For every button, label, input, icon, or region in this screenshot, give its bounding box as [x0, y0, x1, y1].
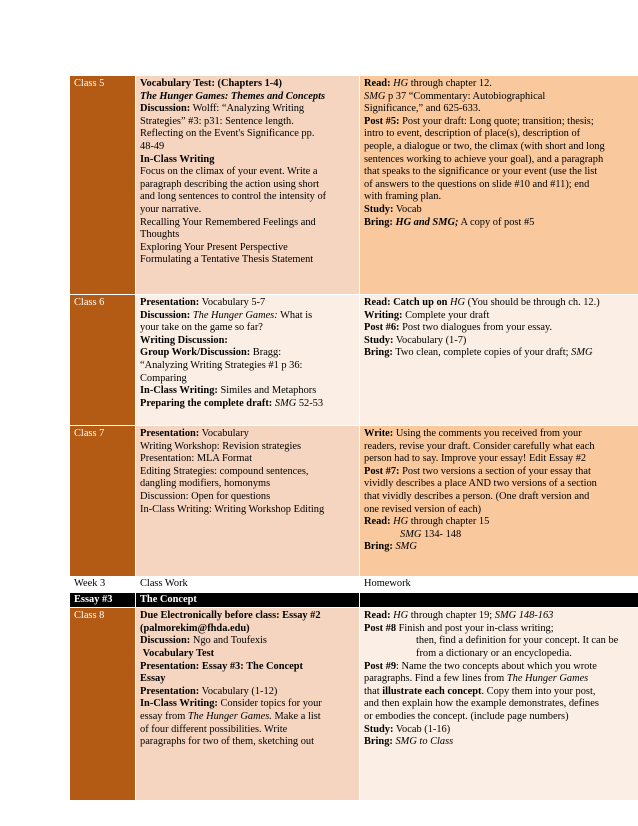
text-span: Finish and post your in-class writing; — [396, 622, 554, 634]
text-span: Bring: — [364, 541, 393, 553]
text-span: Bring: — [364, 216, 393, 228]
text-span: 52-53 — [296, 397, 324, 409]
text-span: Vocabulary Test — [142, 647, 215, 659]
text-line — [140, 103, 355, 116]
text-line — [364, 78, 638, 91]
text-line — [140, 635, 355, 648]
text-line — [364, 610, 638, 623]
text-line — [364, 623, 638, 636]
text-line — [364, 217, 638, 230]
text-span: SMG — [400, 528, 422, 540]
class-label: Class 5 — [70, 76, 136, 295]
text-line — [364, 516, 638, 529]
text-span: Wolff: “Analyzing Writing — [190, 103, 305, 115]
text-line — [364, 204, 638, 217]
text-span: through chapter 15 — [408, 516, 490, 528]
text-span: dangling modifiers, homonyms — [140, 478, 271, 490]
text-span: your narrative. — [140, 203, 202, 215]
text-line — [364, 529, 638, 542]
text-span: Presentation: — [140, 685, 200, 697]
text-span: or embodies the concept. (include page numbers) — [364, 710, 569, 722]
text-span: SMG — [274, 397, 297, 409]
essay-label: Essay #3 — [70, 592, 136, 608]
text-span: Formulating a Tentative Thesis Statement — [140, 254, 314, 266]
text-span: Discussion: Open for questions — [140, 490, 271, 502]
text-span: Significance,” and 625-633. — [364, 103, 481, 115]
text-line — [140, 398, 355, 411]
text-line — [364, 297, 638, 310]
text-span: Vocabulary — [199, 428, 249, 439]
text-span: Essay — [140, 673, 166, 685]
text-span: Presentation: — [140, 297, 200, 308]
text-span: The Hunger Games: Themes and Concepts — [140, 90, 326, 102]
text-line — [140, 347, 355, 360]
text-span: Consider topics for your — [217, 698, 322, 710]
text-span: Strategies” #3: p31: Sentence length. — [140, 115, 294, 127]
text-line — [364, 310, 638, 323]
text-span: Editing Strategies: compound sentences, — [140, 465, 309, 477]
text-span: Using the comments you received from your — [393, 428, 582, 439]
text-span: Read: — [364, 78, 391, 89]
text-line — [364, 428, 638, 441]
text-line — [140, 711, 355, 724]
text-span: Writing Discussion: — [140, 334, 228, 346]
text-line — [364, 686, 638, 699]
table-row-class-8 — [70, 608, 638, 801]
text-span: Group Work/Discussion: — [140, 347, 251, 359]
text-span: through chapter 12. — [408, 78, 492, 89]
text-line — [364, 335, 638, 348]
text-span: vividly describes a place AND two versions of a section — [364, 478, 597, 490]
text-span: one revised version of each) — [364, 503, 482, 515]
text-span: Writing Workshop: Revision strategies — [140, 440, 302, 452]
text-line — [364, 724, 638, 737]
text-span: Read: — [364, 610, 391, 622]
text-line — [364, 322, 638, 335]
essay-title: The Concept — [136, 592, 360, 608]
text-span: Vocabulary 5-7 — [199, 297, 266, 308]
text-span: Thoughts — [140, 229, 180, 241]
text-span: from a dictionary or an encyclopedia. — [416, 647, 572, 659]
text-line — [140, 91, 355, 104]
text-span: HG — [393, 610, 409, 622]
text-span: that — [364, 685, 383, 697]
text-span: (You should be through ch. 12.) — [465, 297, 600, 308]
homework-cell — [360, 76, 638, 295]
text-span: Similes and Metaphors — [217, 385, 317, 397]
text-line — [364, 347, 638, 360]
text-span: The Hunger Games — [506, 673, 589, 685]
text-span: intro to event, description of place(s), description of — [364, 128, 581, 140]
text-span: that speaks to the significance or your event (use the list — [364, 166, 598, 178]
text-span: 134- 148 — [421, 528, 462, 540]
text-span: of four different possibilities. Write — [140, 723, 288, 735]
text-span: SMG 148-163 — [494, 610, 554, 622]
homework-cell — [360, 295, 638, 426]
text-span: of answers to the questions on slide #10 and #11); end — [364, 178, 590, 190]
text-span: In-Class Writing: Writing Workshop Editing — [140, 503, 325, 515]
text-span: with framing plan. — [364, 191, 442, 203]
text-span: people, a dialogue or two, the climax (with short and long — [364, 140, 605, 152]
text-line — [364, 116, 638, 129]
text-span: then, find a definition for your concept. It can be — [416, 635, 619, 647]
text-span: sentences working to achieve your goal), and a paragraph — [364, 153, 604, 165]
text-span: Vocabulary (1-12) — [199, 685, 278, 697]
text-line — [140, 385, 355, 398]
text-span: and then explain how the example demonstrates, defines — [364, 698, 599, 710]
text-span: Read: — [364, 516, 391, 528]
text-span: The Hunger Games. — [187, 710, 272, 722]
text-span: essay from — [140, 710, 188, 722]
text-span: Post #9 — [364, 660, 397, 672]
table-row-class-6 — [70, 295, 638, 426]
class-label: Class 6 — [70, 295, 136, 426]
text-span: : Name the two concepts about which you wrote — [396, 660, 597, 672]
text-span: Read: Catch up on — [364, 297, 448, 308]
text-span: Ngo and Toufexis — [190, 635, 267, 647]
text-span: HG — [393, 516, 409, 528]
text-span: Study: — [364, 334, 394, 346]
text-span: (palmorekim@fhda.edu) — [140, 622, 250, 634]
text-span: Post #8 — [364, 622, 397, 634]
text-span: SMG to Class — [395, 736, 454, 748]
text-span: Preparing the complete draft: — [140, 397, 273, 409]
text-span: Bragg: — [250, 347, 282, 359]
homework-heading: Homework — [360, 577, 638, 593]
class-work-cell — [136, 608, 360, 801]
text-span: The Hunger Games: — [192, 309, 278, 321]
text-span: Recalling Your Remembered Feelings and — [140, 216, 316, 228]
text-span: person had to say. Improve your essay! Edit Essay #2 — [364, 453, 587, 465]
text-line — [364, 736, 638, 749]
class-label: Class 7 — [70, 426, 136, 577]
text-line — [140, 297, 355, 310]
text-span: Post #7: — [364, 465, 400, 477]
text-span: . Copy them into your post, — [481, 685, 596, 697]
text-span: Due Electronically before class: Essay #2 — [140, 610, 321, 622]
text-span: “Analyzing Writing Strategies #1 p 36: — [140, 359, 303, 371]
text-span: Discussion: — [140, 309, 191, 321]
text-span: Bring: — [364, 347, 393, 359]
text-span: Vocab — [393, 203, 422, 215]
text-span: SMG — [364, 90, 386, 102]
text-span: Bring: — [364, 736, 393, 748]
text-line — [140, 428, 355, 441]
essay-blank — [360, 592, 638, 608]
text-span: SMG — [571, 347, 593, 359]
text-span: Focus on the climax of your event. Write a — [140, 166, 318, 178]
text-span: p 37 “Commentary: Autobiographical — [385, 90, 546, 102]
homework-cell — [360, 426, 638, 577]
text-span: that vividly describes a person. (One draft version and — [364, 490, 590, 502]
text-span: readers, revise your draft. Consider carefully what each — [364, 440, 595, 452]
text-span: Make a list — [271, 710, 321, 722]
text-span: Complete your draft — [402, 309, 490, 321]
text-span: Presentation: — [140, 428, 200, 439]
text-span: paragraphs. Find a few lines from — [364, 673, 507, 685]
homework-cell — [360, 608, 638, 801]
text-span: Discussion: — [140, 635, 191, 647]
class-work-cell — [136, 76, 360, 295]
text-line — [364, 673, 638, 686]
text-span: A copy of post #5 — [458, 216, 535, 228]
text-span: Writing: — [364, 309, 403, 321]
text-line — [364, 466, 638, 479]
week-header-row — [70, 577, 638, 593]
text-span: In-Class Writing: — [140, 698, 218, 710]
text-line — [140, 698, 355, 711]
text-span: HG and SMG; — [395, 216, 459, 228]
course-schedule-table — [69, 75, 638, 801]
text-span: through chapter 19; — [408, 610, 495, 622]
text-span: Comparing — [140, 372, 187, 384]
text-span: Post #6: — [364, 322, 400, 334]
text-span: HG — [450, 297, 466, 308]
text-span: In-Class Writing — [140, 153, 215, 165]
text-span: paragraphs for two of them, sketching out — [140, 736, 314, 748]
essay-header-row — [70, 592, 638, 608]
text-span: What is — [277, 309, 313, 321]
class-label: Class 8 — [70, 608, 136, 801]
text-span: and long sentences to control the intensity of — [140, 191, 327, 203]
class-work-cell — [136, 295, 360, 426]
text-line — [140, 686, 355, 699]
text-span: Post #5: — [364, 115, 400, 127]
text-span: In-Class Writing: — [140, 385, 218, 397]
text-span: Post two versions a section of your essay that — [399, 465, 591, 477]
text-span: Two clean, complete copies of your draft; — [392, 347, 572, 359]
week-label: Week 3 — [70, 577, 136, 593]
text-span: Post two dialogues from your essay. — [399, 322, 553, 334]
text-line — [364, 541, 638, 554]
text-line — [140, 310, 355, 323]
text-line — [364, 91, 638, 104]
text-span: Study: — [364, 723, 394, 735]
text-span: SMG — [395, 541, 417, 553]
text-span: Study: — [364, 203, 394, 215]
table-row-class-5 — [70, 76, 638, 295]
text-span: Vocabulary Test: (Chapters 1-4) — [140, 78, 282, 89]
text-line — [364, 661, 638, 674]
text-span: Discussion: — [140, 103, 191, 115]
text-span: Write: — [364, 428, 394, 439]
text-line — [140, 648, 355, 661]
text-span: Vocab (1-16) — [393, 723, 451, 735]
text-span: your take on the game so far? — [140, 322, 263, 334]
table-row-class-7 — [70, 426, 638, 577]
text-span: illustrate each concept — [382, 685, 482, 697]
text-span: Presentation: MLA Format — [140, 453, 252, 465]
text-span: Vocabulary (1-7) — [393, 334, 467, 346]
text-span: HG — [393, 78, 409, 89]
class-work-heading: Class Work — [136, 577, 360, 593]
text-span: Reflecting on the Event's Significance pp. — [140, 128, 315, 140]
text-span: Exploring Your Present Perspective — [140, 241, 288, 253]
class-work-cell — [136, 426, 360, 577]
text-span: Presentation: Essay #3: The Concept — [140, 660, 303, 672]
text-span: Post your draft: Long quote; transition; thesis; — [399, 115, 594, 127]
text-span: 48-49 — [140, 140, 165, 152]
text-span: paragraph describing the action using short — [140, 178, 320, 190]
